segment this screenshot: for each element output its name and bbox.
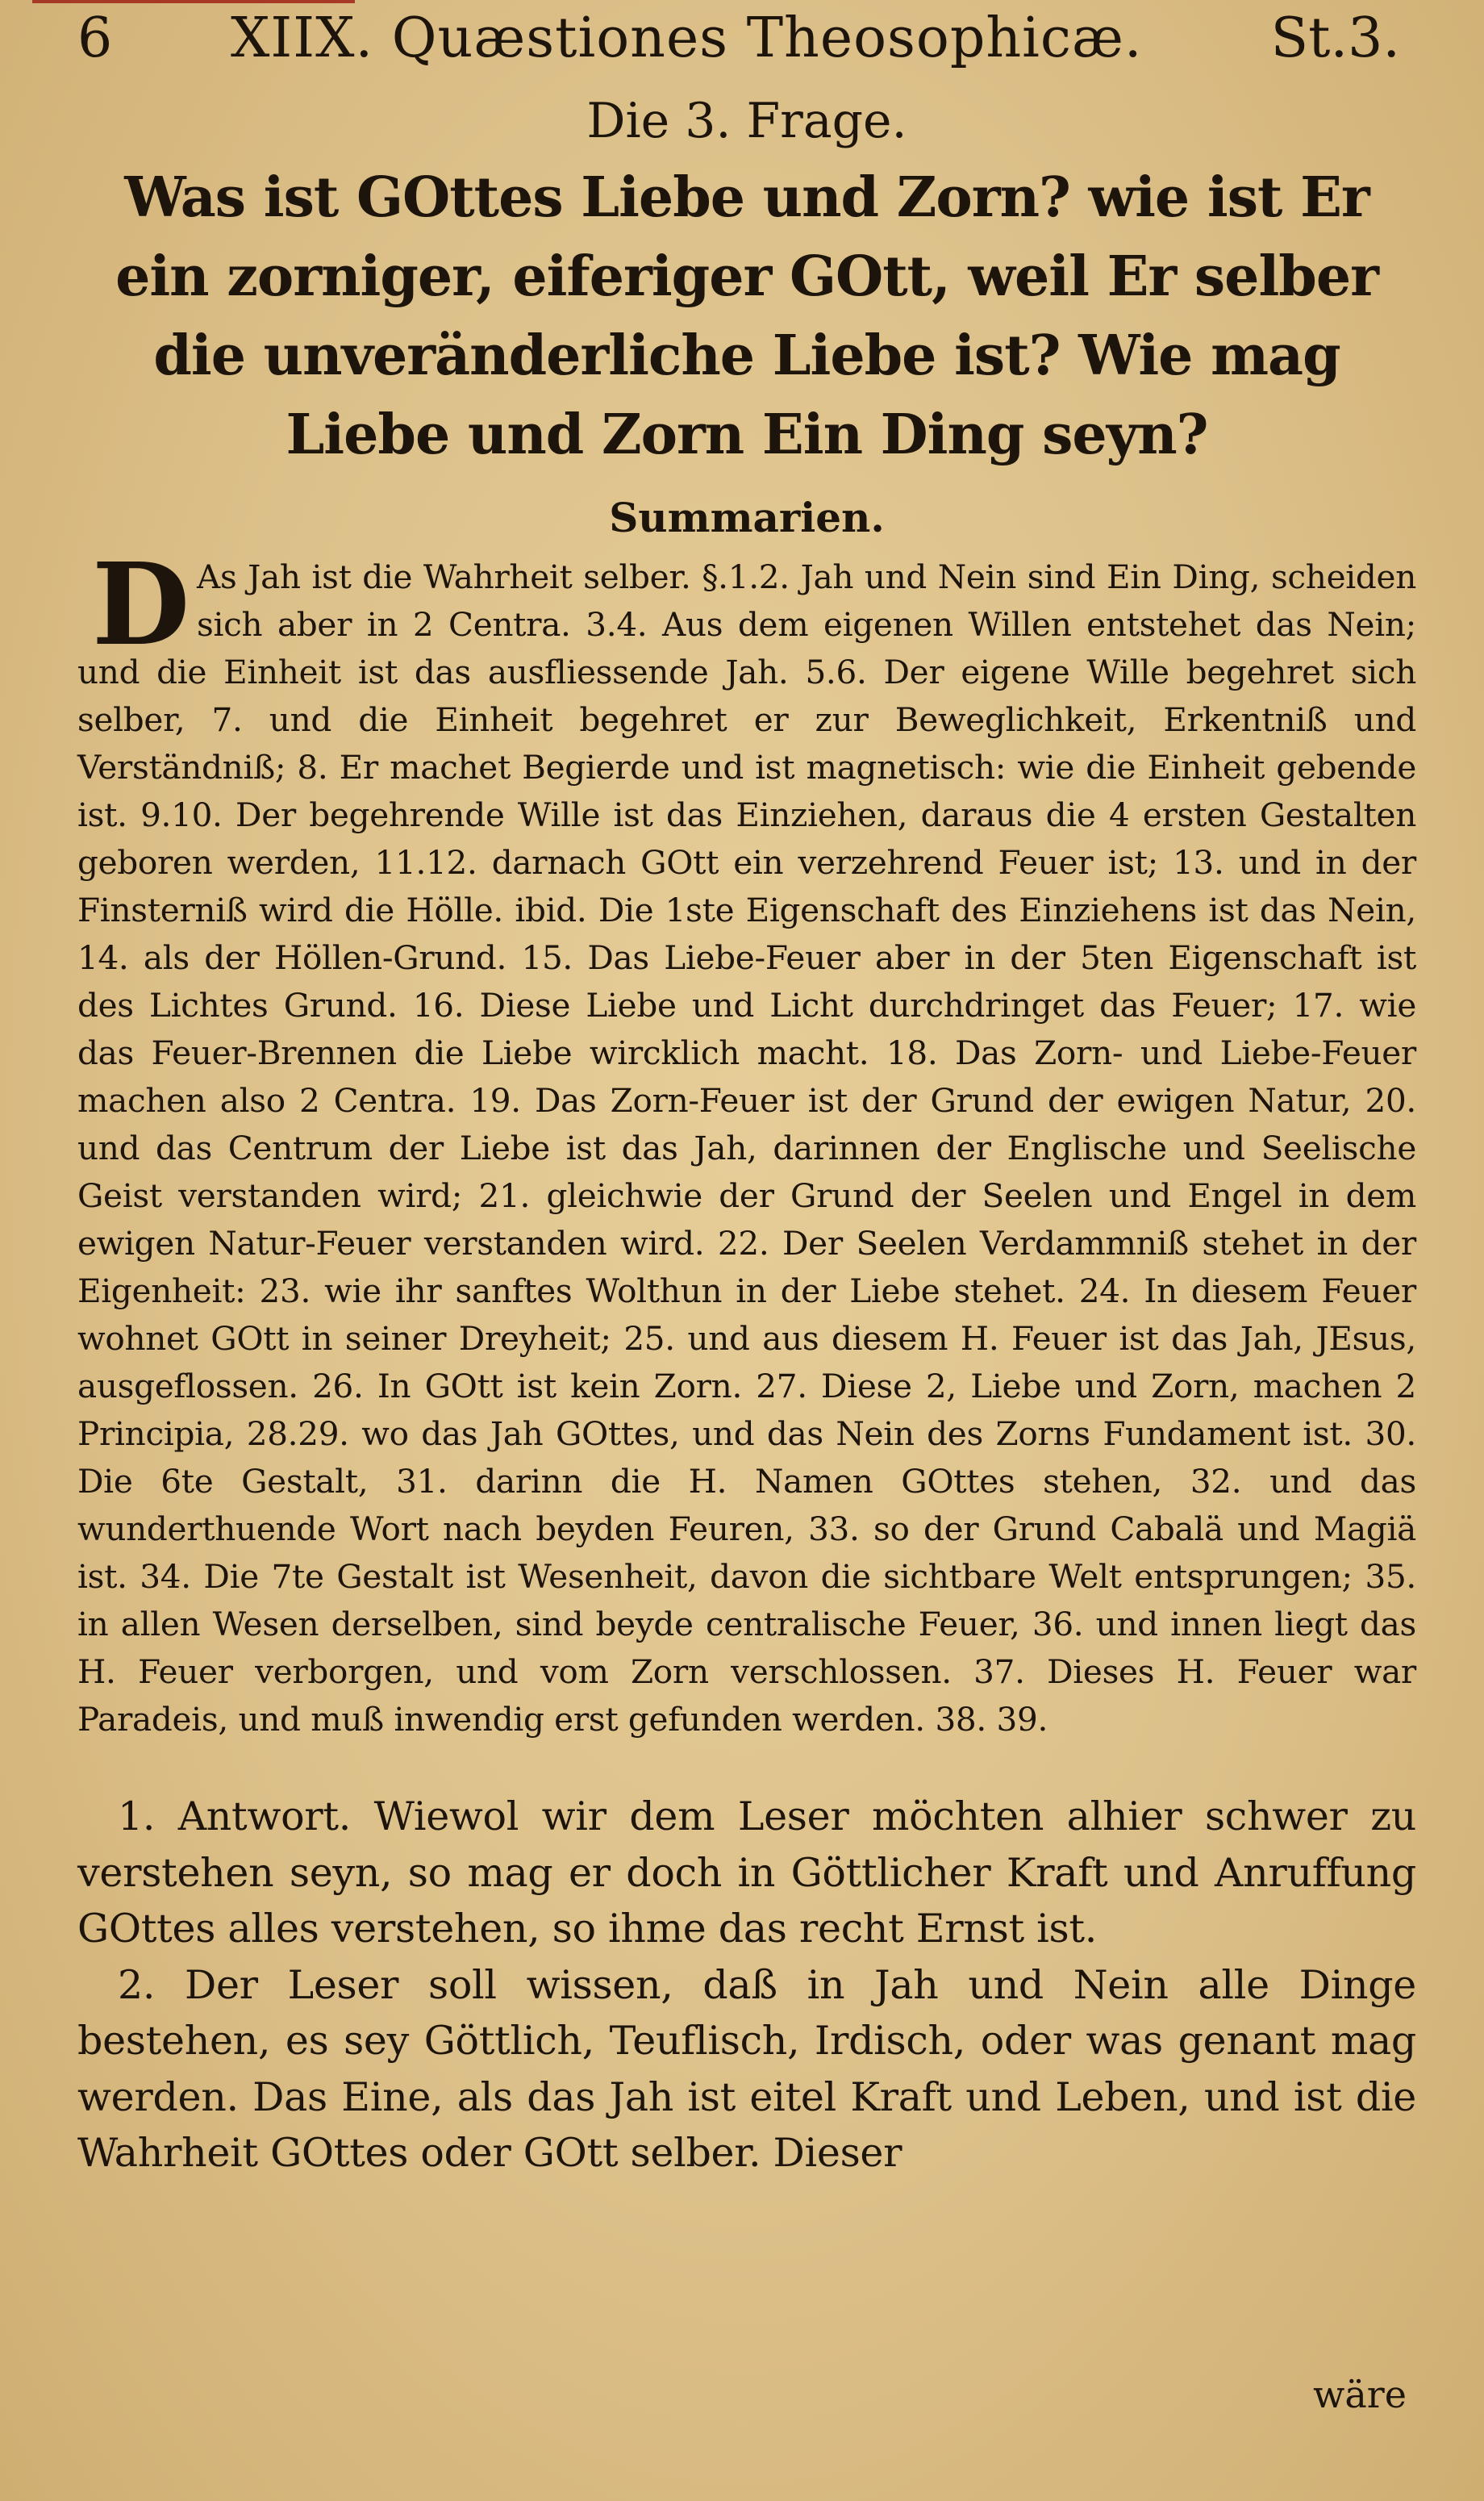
summary-text: As Jah ist die Wahrheit selber. §.1.2. Jah und Nein sind Ein Ding, scheiden sich aber in 2 Centra. 3.4. Aus dem eigenen Willen entstehet das Nein; und die Einheit ist das ausfliessende Jah. 5.6. Der eigene Wille begehret sich selber, 7. und die Einheit begehret er zur Beweglichkeit, Erkentniß und Verständniß; 8. Er machet Begierde und ist magnetisch: wie die Einheit gebende ist. 9.10. Der begehrende Wille ist das Einziehen, daraus die 4 ersten Gestalten geboren werden, 11.12. darnach GOtt ein verzehrend Feuer ist; 13. und in der Finsterniß wird die Hölle. ibid. Die 1ste Eigenschaft des Einziehens ist das Nein, 14. als der Höllen-Grund. 15. Das Liebe-Feuer aber in der 5ten Eigenschaft ist des Lichtes Grund. 16. Diese Liebe und Licht durchdringet das Feuer; 17. wie das Feuer-Brennen die Liebe wircklich macht. 18. Das Zorn- und Liebe-Feuer machen also 2 Centra. 19. Das Zorn-Feuer ist der Grund der ewigen Natur, 20. und das Centrum der Liebe ist das Jah, darinnen der Englische und Seelische Geist verstanden wird; 21. gleichwie der Grund der Seelen und Engel in dem ewigen Natur-Feuer verstanden wird. 22. Der Seelen Verdammniß stehet in der Eigenheit: 23. wie ihr sanftes Wolthun in der Liebe stehet. 24. In diesem Feuer wohnet GOtt in seiner Dreyheit; 25. und aus diesem H. Feuer ist das Jah, JEsus, ausgeflossen. 26. In GOtt ist kein Zorn. 27. Diese 2, Liebe und Zorn, machen 2 Principia, 28.29. wo das Jah GOttes, und das Nein des Zorns Fundament ist. 30. Die 6te Gestalt, 31. darinn die H. Namen GOttes stehen, 32. und das wunderthuende Wort nach beyden Feuren, 33. so der Grund Cabalä und Magiä ist. 34. Die 7te Gestalt ist Wesenheit, davon die sichtbare Welt entsprungen; 35. in allen Wesen derselben, sind beyde centralische Feuer, 36. und innen liegt das H. Feuer verborgen, und vom Zorn verschlossen. 37. Dieses H. Feuer war Paradeis, und muß inwendig erst gefunden werden. 38. 39. <box>77 557 1416 1739</box>
answer-paragraph-1: 1. Antwort. Wiewol wir dem Leser möchten alhier schwer zu verstehen seyn, so mag er doch in Göttlicher Kraft und Anruffung GOttes alles verstehen, so ihme das recht Ernst ist. <box>77 1793 1416 1952</box>
drop-cap: D <box>92 539 190 671</box>
answer-section <box>77 1789 1416 2182</box>
catchword: wäre <box>1312 2373 1407 2416</box>
answer-paragraph-2: 2. Der Leser soll wissen, daß in Jah und Nein alle Dinge bestehen, es sey Göttlich, Teuflisch, Irdisch, oder was genant mag werden. Das Eine, als das Jah ist eitel Kraft und Leben, und ist die Wahrheit GOttes oder GOtt selber. Dieser <box>77 1961 1416 2176</box>
question-heading: Was ist GOttes Liebe und Zorn? wie ist Er ein zorniger, eiferiger GOtt, weil Er selber die unveränderliche Liebe ist? Wie mag Liebe und Zorn Ein Ding seyn? <box>115 165 1378 467</box>
question-label: Die 3. Frage. <box>586 93 907 149</box>
summary-paragraph <box>77 539 1416 1743</box>
page-number: 6 <box>77 6 113 70</box>
running-title: XIIX. Quæstiones Theosophicæ. <box>231 6 1143 70</box>
summarien-heading: Summarien. <box>609 494 885 541</box>
running-header <box>77 0 1416 77</box>
sheet-mark: St.3. <box>1270 6 1400 70</box>
